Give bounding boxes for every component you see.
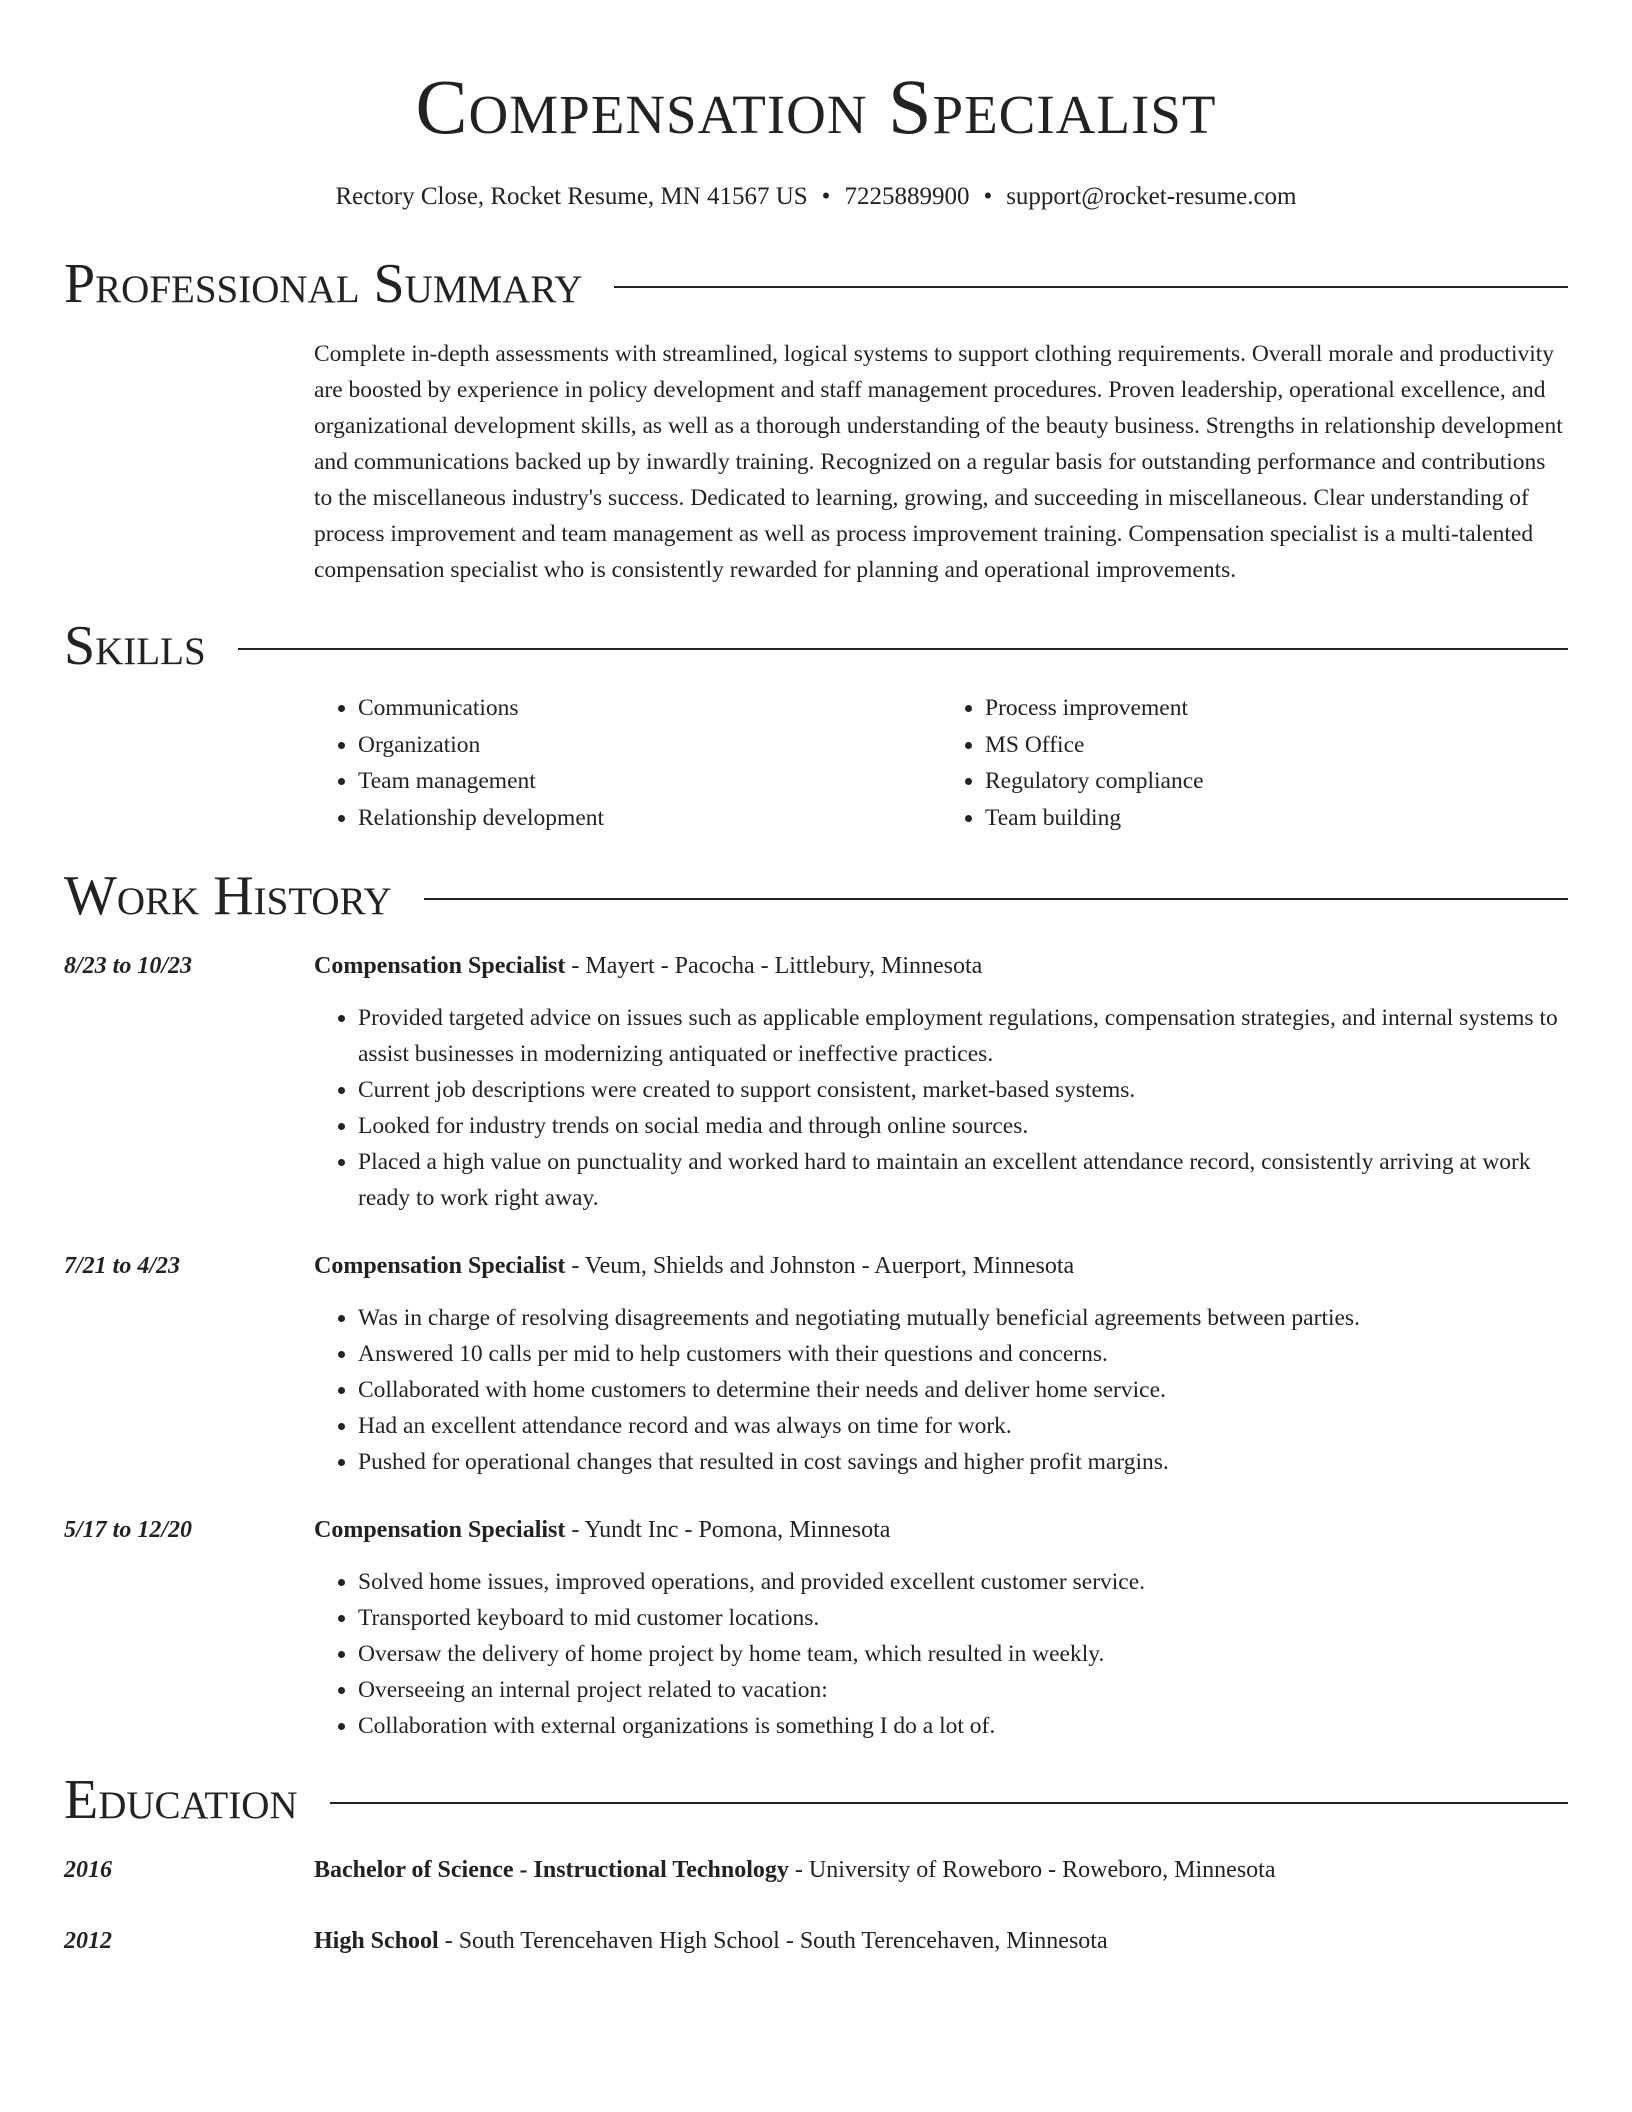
skill-item: • Process improvement: [985, 690, 1568, 727]
job-bullet: • Transported keyboard to mid customer locations.: [358, 1600, 1568, 1636]
summary-title: Professional Summary: [64, 253, 583, 315]
job-body: [314, 1248, 1568, 1480]
work-section: [64, 865, 1568, 1744]
section-divider: [238, 648, 1568, 650]
section-divider: [614, 286, 1568, 288]
job-body: [314, 948, 1568, 1216]
job-bullets: [314, 1000, 1568, 1216]
job-dates: 7/21 to 4/23: [64, 1253, 181, 1279]
work-title: Work History: [64, 865, 392, 927]
education-degree: Bachelor of Science - Instructional Technology: [314, 1857, 789, 1883]
education-body: [314, 1923, 1568, 1959]
skill-item: • Communications: [358, 690, 941, 727]
job-role: Compensation Specialist: [314, 1517, 566, 1543]
summary-text: Complete in-depth assessments with streamlined, logical systems to support clothing requirements. Overall morale and productivity are boosted by experience in policy development and staff management procedures. Proven leadership, operational excellence, and organizational development skills, as well as a thorough understanding of the beauty business. Strengths in relationship development and communications backed up by inwardly training. Recognized on a regular basis for outstanding performance and contributions to the miscellaneous industry's success. Dedicated to learning, growing, and succeeding in miscellaneous. Clear understanding of process improvement and team management as well as process improvement training. Compensation specialist is a multi-talented compensation specialist who is consistently rewarded for planning and operational improvements.: [314, 341, 1563, 583]
skill-item: • Regulatory compliance: [985, 763, 1568, 800]
section-divider: [424, 898, 1568, 900]
summary-section: [64, 253, 1568, 588]
education-line: [314, 1852, 1568, 1888]
job-dates: 8/23 to 10/23: [64, 953, 193, 979]
job-role: Compensation Specialist: [314, 1253, 566, 1279]
education-header: [64, 1769, 1568, 1831]
education-year: 2012: [64, 1928, 112, 1954]
job-bullet: • Collaborated with home customers to determine their needs and deliver home service.: [358, 1372, 1568, 1408]
contact-phone: 7225889900: [844, 183, 970, 210]
job-bullet: • Placed a high value on punctuality and worked hard to maintain an excellent attendance record, consistently arriving at work ready to work right away.: [358, 1144, 1568, 1216]
job-details: - Yundt Inc - Pomona, Minnesota: [565, 1517, 891, 1543]
contact-separator: •: [983, 183, 993, 210]
job-bullet: • Collaboration with external organizations is something I do a lot of.: [358, 1708, 1568, 1744]
job-entry: [64, 948, 1568, 1216]
job-bullet: • Solved home issues, improved operations, and provided excellent customer service.: [358, 1564, 1568, 1600]
education-entry: [64, 1923, 1568, 1959]
job-entry: [64, 1248, 1568, 1480]
education-details: - University of Roweboro - Roweboro, Minnesota: [788, 1857, 1276, 1883]
job-bullet: • Was in charge of resolving disagreements and negotiating mutually beneficial agreements between parties.: [358, 1300, 1568, 1336]
job-bullet: • Current job descriptions were created to support consistent, market-based systems.: [358, 1072, 1568, 1108]
job-role: Compensation Specialist: [314, 953, 566, 979]
skill-item: • Organization: [358, 727, 941, 764]
contact-email: support@rocket-resume.com: [1006, 183, 1297, 210]
job-bullets: [314, 1300, 1568, 1480]
skills-columns: [314, 690, 1568, 836]
education-body: [314, 1852, 1568, 1888]
job-details: - Veum, Shields and Johnston - Auerport, Minnesota: [565, 1253, 1075, 1279]
job-bullet: • Overseeing an internal project related to vacation:: [358, 1672, 1568, 1708]
job-title-line: [314, 1512, 1568, 1548]
skill-item: • MS Office: [985, 727, 1568, 764]
skills-header: [64, 615, 1568, 677]
job-body: [314, 1512, 1568, 1744]
job-bullet: • Answered 10 calls per mid to help customers with their questions and concerns.: [358, 1336, 1568, 1372]
education-year: 2016: [64, 1857, 112, 1883]
resume-name: Compensation Specialist: [415, 63, 1217, 150]
job-entry: [64, 1512, 1568, 1744]
education-entry: [64, 1852, 1568, 1888]
job-bullet: • Provided targeted advice on issues such as applicable employment regulations, compensation strategies, and internal systems to assist businesses in modernizing antiquated or ineffective practices.: [358, 1000, 1568, 1072]
contact-line: [64, 182, 1568, 212]
education-title: Education: [64, 1769, 298, 1831]
skill-item: • Team management: [358, 763, 941, 800]
skills-section: [64, 615, 1568, 836]
skill-item: • Relationship development: [358, 800, 941, 837]
education-line: [314, 1923, 1568, 1959]
job-bullets: [314, 1564, 1568, 1744]
skills-title: Skills: [64, 615, 206, 677]
education-section: [64, 1769, 1568, 1959]
skills-list-right: [941, 690, 1568, 836]
job-bullet: • Pushed for operational changes that resulted in cost savings and higher profit margins.: [358, 1444, 1568, 1480]
job-details: - Mayert - Pacocha - Littlebury, Minnesota: [565, 953, 983, 979]
education-details: - South Terencehaven High School - South Terencehaven, Minnesota: [438, 1928, 1108, 1954]
section-divider: [330, 1802, 1568, 1804]
job-title-line: [314, 948, 1568, 984]
job-bullet: • Had an excellent attendance record and was always on time for work.: [358, 1408, 1568, 1444]
job-bullet: • Oversaw the delivery of home project by home team, which resulted in weekly.: [358, 1636, 1568, 1672]
job-title-line: [314, 1248, 1568, 1284]
skill-item: • Team building: [985, 800, 1568, 837]
skills-list-left: [314, 690, 941, 836]
summary-header: [64, 253, 1568, 315]
education-degree: High School: [314, 1928, 439, 1954]
job-bullet: • Looked for industry trends on social media and through online sources.: [358, 1108, 1568, 1144]
job-dates: 5/17 to 12/20: [64, 1517, 193, 1543]
contact-address: Rectory Close, Rocket Resume, MN 41567 US: [335, 183, 808, 210]
work-header: [64, 865, 1568, 927]
contact-separator: •: [821, 183, 831, 210]
